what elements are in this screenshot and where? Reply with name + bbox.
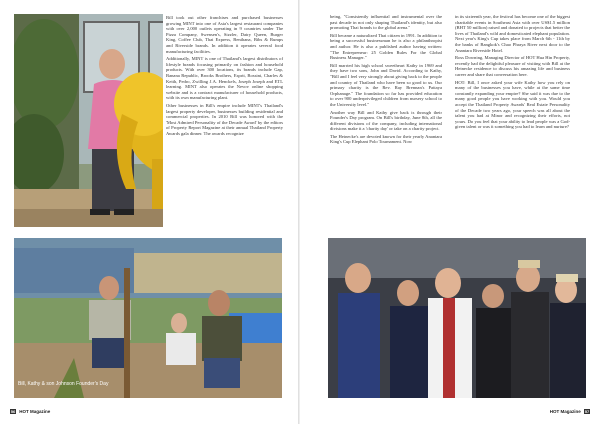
paragraph: Ross Downing, Managing Director of HOT Hua Hin Property, recently had the delightful pleasure of visiting with Bill at the Heinecke residence to discuss his amazing life and business career and share that conversation here. bbox=[455, 55, 570, 77]
photo-founders-day bbox=[14, 238, 282, 398]
photo-group-image bbox=[328, 238, 586, 398]
right-text-column-1 bbox=[330, 14, 442, 147]
right-footer bbox=[550, 409, 592, 414]
right-page-number: 57 bbox=[584, 409, 590, 415]
paragraph: being, "Consistently influential and instrumental over the past decade in not only shaping Thailand's identity, but also promoting Thai brands to the global arena." bbox=[330, 14, 442, 31]
right-magazine-name: HOT Magazine bbox=[549, 409, 581, 414]
paragraph: HOT: Bill, I once asked your wife Kathy how you rely on many of the businesses you have, while at the same time constantly expanding your empire? She said it was due to the many good people you have working with you. Would you accept the Thailand Property Awards' Real Estate Personality of the Decade two years ago, your speech was all about the talent you had at Minor and recognizing their efforts, not yours. Do you feel that your ability to lead people was a God-given talent or was it something you had to learn and nurture? bbox=[455, 79, 570, 130]
paragraph: Other businesses in Bill's empire include MINT's Thailand's largest property developer, businesses building residential and commercial properties. In 2010 Bill was honored with the 'Most Admired Personality of the Decade Award' by the editors of Property Report Magazine at their annual Thailand Property Awards gala dinner. The awards recognize bbox=[166, 102, 283, 136]
right-text-column-2 bbox=[455, 14, 570, 132]
paragraph: Another way Bill and Kathy give back is through their Founder's Day program. On Bill's birthday, June 8th, all the different divisions of the company, including international divisions make it a 'charity day' or take on a charity project. bbox=[330, 109, 442, 132]
right-page bbox=[300, 0, 600, 424]
paragraph: The Heinecke's are devoted known for their yearly Anantara King's Cup Elephant Polo Tournament. Now bbox=[330, 133, 442, 145]
left-magazine-name: HOT Magazine bbox=[19, 409, 51, 414]
photo-founders-day-image bbox=[14, 238, 282, 398]
paragraph: Bill took out other franchises and purchased businesses growing MINT into one of Asia's largest restaurant companies with over 2,000 outlets operating in 9 countries under The Pizza Company, Swensen's, Sizzler, Dairy Queen, Burger King, Coffee Club, Thai Express, Benihana, Bibs & Rumps and Riverside brands. In addition it operates several food manufacturing facilities. bbox=[166, 15, 283, 54]
paragraph: Additionally, MINT is one of Thailand's largest distributors of lifestyle brands focusing primarily on fashion and household products. With over 300 locations, its brands include Gap, Banana Republic, Brooks Brothers, Esprit, Bossini, Charles & Keith, Pedro, Zwilling J.A. Henckels, Joseph Joseph and ETL learning. MINT also operates the Nevov online shopping website and is a contract manufacturer of household products, with its own manufacturing plant. bbox=[166, 56, 283, 101]
paragraph: Bill married his high school sweetheart Kathy in 1969 and they have two sons, John and David. According to Kathy, "Bill and I feel very strongly about giving back to the people and country of Thailand who have been so good to us. Our primary charity is the Rev. Ray Brennan's Pattaya Orphanage." The foundation so far has provided education to over 900 underprivileged children from nursery school to the University level." bbox=[330, 62, 442, 107]
left-page-number: 56 bbox=[10, 409, 16, 415]
paragraph: Bill became a naturalized Thai citizen in 1991. In addition to being a successful businessman he is also a philanthropist and author. He is also a published author having written: "The Entrepreneur: 25 Golden Rules For the Global Business Manager." bbox=[330, 32, 442, 61]
photo-caption: Bill, Kathy & son Johnson Founder's Day bbox=[18, 381, 109, 387]
photo-group bbox=[328, 238, 586, 398]
paragraph: in its sixteenth year, the festival has become one of the biggest charitable events in Southeast Asia with over US$1.5 million (BHT 50 million) raised and donated to projects that better the lives of Thailand's wild and domesticated elephant population. Next year's King's Cup takes place from March 6th - 11th by the banks of Bangkok's Chao Phraya River next door to the Anantara Riverside Hotel. bbox=[455, 14, 570, 53]
left-footer bbox=[8, 409, 50, 414]
left-article-column-visible bbox=[166, 15, 283, 138]
